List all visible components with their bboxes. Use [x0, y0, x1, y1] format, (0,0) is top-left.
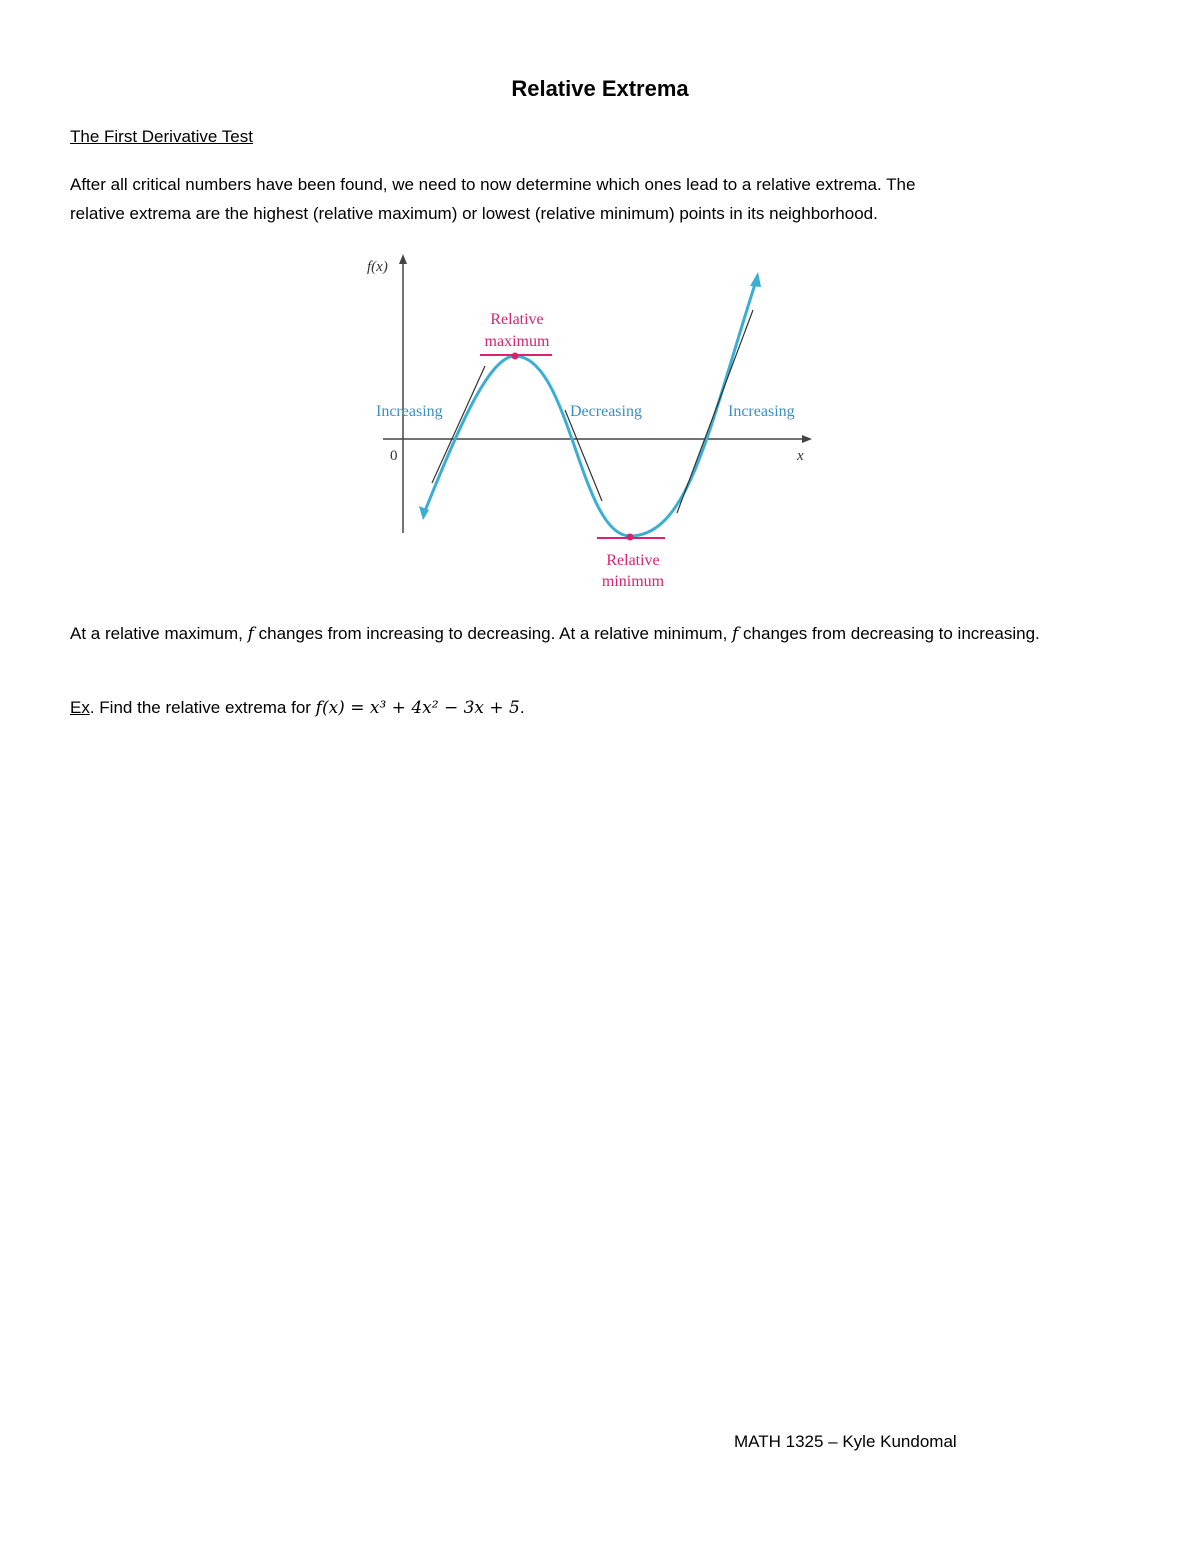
footer-course-author: MATH 1325 – Kyle Kundomal — [734, 1432, 957, 1451]
relative-max-label-line2: maximum — [484, 333, 550, 350]
summary-text-2: changes from increasing to decreasing. At a relative minimum, — [253, 624, 733, 643]
tangent-line-left — [432, 366, 485, 483]
intro-line-1: After all critical numbers have been found, we need to now determine which ones lead to a relative extrema. The — [70, 175, 916, 194]
page-title: Relative Extrema — [511, 76, 689, 101]
intro-paragraph — [70, 170, 1140, 228]
summary-text-3: changes from decreasing to increasing. — [738, 624, 1040, 643]
example-line — [70, 693, 1140, 723]
y-axis-label: f(x) — [367, 259, 388, 275]
y-axis-arrow — [399, 254, 407, 264]
example-text: Find the relative extrema for — [94, 698, 316, 717]
summary-paragraph — [70, 619, 1140, 649]
relative-min-label-line1: Relative — [606, 552, 660, 569]
decreasing-label: Decreasing — [570, 403, 642, 420]
example-label: Ex — [70, 698, 90, 717]
x-axis-arrow — [802, 435, 812, 443]
section-heading: The First Derivative Test — [70, 127, 253, 146]
tangent-line-middle — [565, 410, 602, 501]
relative-min-label-line2: minimum — [601, 573, 665, 590]
relative-extrema-figure — [365, 248, 825, 598]
x-axis-label: x — [797, 448, 804, 464]
curve-arrow-right — [750, 272, 761, 287]
example-dot: . — [89, 698, 95, 717]
function-symbol: f — [247, 624, 254, 644]
origin-label: 0 — [390, 448, 398, 464]
intro-line-2: relative extrema are the highest (relative maximum) or lowest (relative minimum) points in its neighborhood. — [70, 204, 878, 223]
function-symbol: f — [732, 624, 739, 644]
example-end: . — [519, 698, 525, 717]
increasing-label-right: Increasing — [728, 403, 795, 420]
relative-max-point — [512, 353, 519, 360]
summary-text-1: At a relative maximum, — [70, 624, 248, 643]
example-formula: f(x) = x³ + 4x² − 3x + 5 — [315, 698, 520, 718]
relative-min-point — [627, 534, 634, 541]
relative-max-label-line1: Relative — [490, 311, 544, 328]
increasing-label-left: Increasing — [376, 403, 443, 420]
